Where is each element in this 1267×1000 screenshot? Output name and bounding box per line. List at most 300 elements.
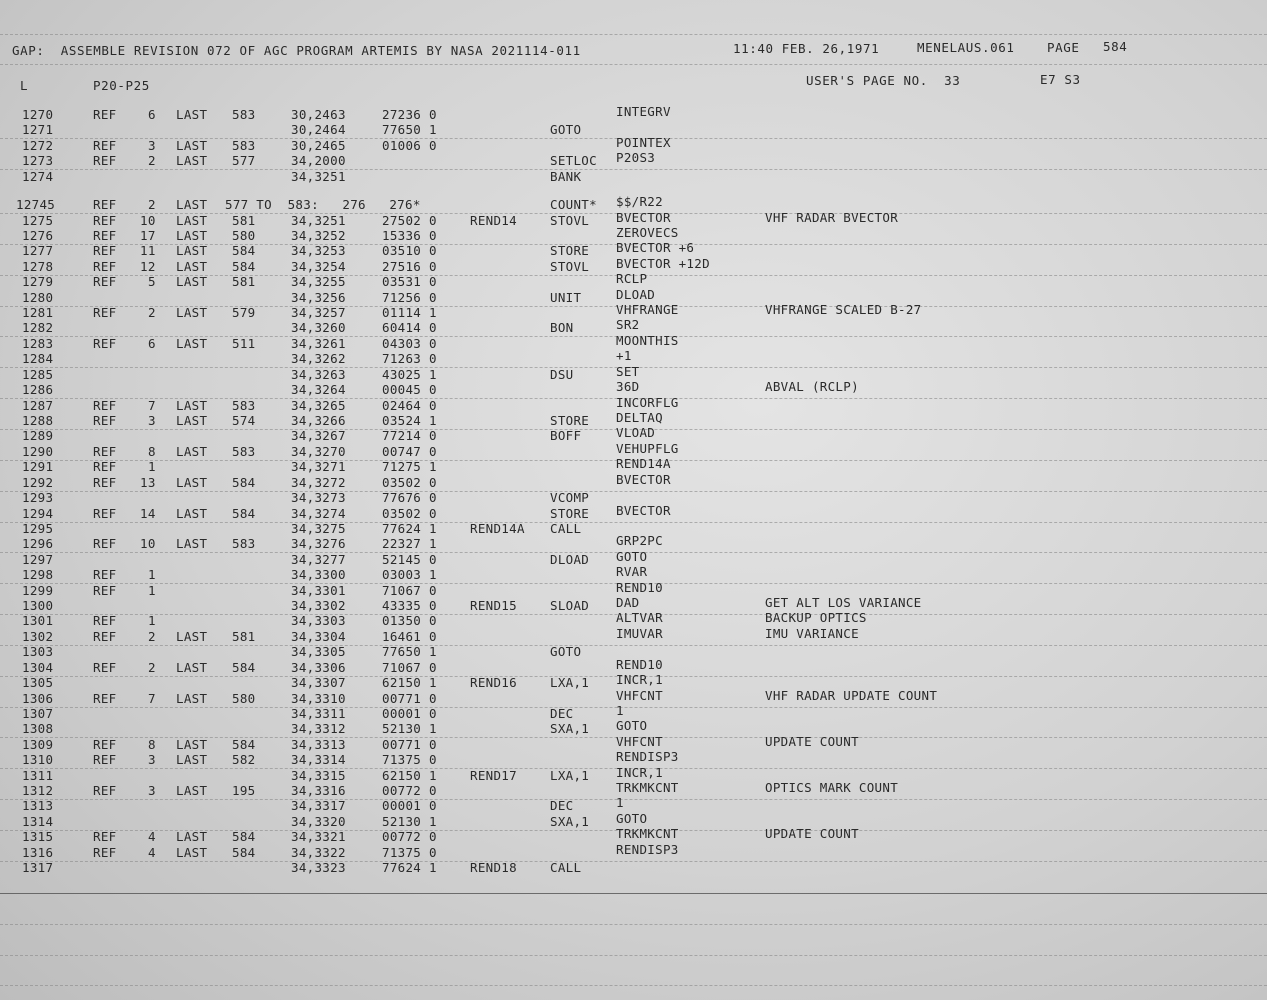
last-tag: LAST <box>176 412 208 428</box>
octal-code: 22327 1 <box>382 536 437 552</box>
operand: +1 <box>616 348 632 364</box>
ref-tag: REF <box>93 844 117 860</box>
opcode: BOFF <box>550 428 582 444</box>
last-page: 583 <box>232 397 256 413</box>
operand: VHFCNT <box>616 687 663 703</box>
line-number: 1313 <box>22 798 54 814</box>
octal-code: 71263 0 <box>382 351 437 367</box>
address: 34,3270 <box>291 443 346 459</box>
page-label: PAGE <box>1047 40 1080 55</box>
line-number: 1273 <box>22 153 54 169</box>
last-page: 195 <box>232 783 256 799</box>
address: 34,3271 <box>291 459 346 475</box>
address: 34,3251 <box>291 212 346 228</box>
address: 34,3251 <box>291 168 346 184</box>
octal-code: 01114 1 <box>382 305 437 321</box>
ref-count: 2 <box>148 197 156 213</box>
line-number: 1282 <box>22 320 54 336</box>
octal-code: 52130 1 <box>382 721 437 737</box>
ref-count: 1 <box>148 567 156 583</box>
last-page: 582 <box>232 752 256 768</box>
row-rule <box>0 522 1267 523</box>
page-number: 584 <box>1103 39 1128 54</box>
octal-code: 77650 1 <box>382 644 437 660</box>
address: 34,3267 <box>291 428 346 444</box>
octal-code: 15336 0 <box>382 227 437 243</box>
address: 34,3321 <box>291 829 346 845</box>
opcode: SXA,1 <box>550 721 590 737</box>
user-id: MENELAUS.061 <box>917 40 1015 55</box>
last-tag: LAST <box>176 274 208 290</box>
address: 34,3300 <box>291 567 346 583</box>
sheet-code: E7 S3 <box>1040 72 1081 87</box>
last-tag: LAST <box>176 505 208 521</box>
address: 34,3317 <box>291 798 346 814</box>
ref-count: 8 <box>148 736 156 752</box>
ref-tag: REF <box>93 227 117 243</box>
ref-count: 2 <box>148 153 156 169</box>
address: 34,3304 <box>291 628 346 644</box>
comment: VHF RADAR UPDATE COUNT <box>765 687 938 703</box>
ref-count: 3 <box>148 783 156 799</box>
ref-tag: REF <box>93 628 117 644</box>
ref-count: 10 <box>140 212 156 228</box>
octal-code: 00771 0 <box>382 736 437 752</box>
operand: TRKMKCNT <box>616 826 679 842</box>
octal-code: 03524 1 <box>382 412 437 428</box>
symbol-label: REND17 <box>470 767 517 783</box>
header-rule <box>0 64 1267 65</box>
operand: VHFRANGE <box>616 302 679 318</box>
last-page: 584 <box>232 659 256 675</box>
octal-code: 00001 0 <box>382 798 437 814</box>
line-number: 1315 <box>22 829 54 845</box>
ref-count: 4 <box>148 829 156 845</box>
octal-code: 00772 0 <box>382 829 437 845</box>
octal-code: 00771 0 <box>382 690 437 706</box>
last-page: 577 <box>232 153 256 169</box>
ref-tag: REF <box>93 690 117 706</box>
line-number: 1296 <box>22 536 54 552</box>
line-number: 1316 <box>22 844 54 860</box>
row-rule <box>0 169 1267 170</box>
ref-count: 6 <box>148 335 156 351</box>
operand: GRP2PC <box>616 533 663 549</box>
address: 34,3310 <box>291 690 346 706</box>
operand: VLOAD <box>616 425 656 441</box>
address: 34,3312 <box>291 721 346 737</box>
address: 34,3274 <box>291 505 346 521</box>
ref-tag: REF <box>93 107 117 122</box>
line-number: 1308 <box>22 721 54 737</box>
opcode: STORE <box>550 412 590 428</box>
operand: BVECTOR +6 <box>616 240 695 256</box>
address: 34,3262 <box>291 351 346 367</box>
octal-code: 00045 0 <box>382 382 437 398</box>
address: 30,2463 <box>291 107 346 122</box>
symbol-label: REND14 <box>470 212 517 228</box>
operand: P20S3 <box>616 150 656 166</box>
bottom-rule <box>0 893 1267 894</box>
last-tag: LAST <box>176 243 208 259</box>
address: 30,2464 <box>291 122 346 138</box>
operand: INTEGRV <box>616 104 671 119</box>
operand: DAD <box>616 595 640 611</box>
line-number: 1284 <box>22 351 54 367</box>
last-tag: LAST <box>176 628 208 644</box>
opcode: LXA,1 <box>550 767 590 783</box>
octal-code: 02464 0 <box>382 397 437 413</box>
ref-tag: REF <box>93 582 117 598</box>
operand: REND10 <box>616 579 663 595</box>
operand: ALTVAR <box>616 610 663 626</box>
operand: MOONTHIS <box>616 332 679 348</box>
footer-rule-2 <box>0 955 1267 956</box>
octal-code: 00001 0 <box>382 705 437 721</box>
comment: VHFRANGE SCALED B-27 <box>765 302 922 318</box>
octal-code: 27516 0 <box>382 258 437 274</box>
timestamp: 11:40 FEB. 26,1971 <box>733 41 880 56</box>
ref-count: 7 <box>148 397 156 413</box>
opcode: CALL <box>550 520 582 536</box>
address: 34,3306 <box>291 659 346 675</box>
operand: 1 <box>616 795 624 811</box>
line-number: 1285 <box>22 366 54 382</box>
opcode: STOVL <box>550 212 590 228</box>
symbol-label: REND16 <box>470 675 517 691</box>
address: 34,3320 <box>291 813 346 829</box>
last-tag: LAST <box>176 736 208 752</box>
comment: GET ALT LOS VARIANCE <box>765 595 922 611</box>
operand: INCORFLG <box>616 394 679 410</box>
ref-count: 7 <box>148 690 156 706</box>
last-tag: LAST <box>176 153 208 169</box>
line-number: 1305 <box>22 675 54 691</box>
listing-title: GAP: ASSEMBLE REVISION 072 OF AGC PROGRAM ARTEMIS BY NASA 2021114-011 <box>12 43 581 58</box>
ref-count: 12 <box>140 258 156 274</box>
operand: BVECTOR <box>616 209 671 225</box>
address: 34,3264 <box>291 382 346 398</box>
ref-tag: REF <box>93 567 117 583</box>
octal-code: 71067 0 <box>382 659 437 675</box>
top-rule <box>0 34 1267 35</box>
opcode: DEC <box>550 705 574 721</box>
ref-count: 4 <box>148 844 156 860</box>
operand: DLOAD <box>616 286 656 302</box>
last-page: 584 <box>232 844 256 860</box>
line-number: 12745 <box>16 197 56 213</box>
operand: ZEROVECS <box>616 224 679 240</box>
ref-count: 10 <box>140 536 156 552</box>
address: 34,3272 <box>291 474 346 490</box>
last-page: 583 <box>232 107 256 122</box>
line-number: 1311 <box>22 767 54 783</box>
ref-tag: REF <box>93 443 117 459</box>
opcode: DLOAD <box>550 551 590 567</box>
octal-code: 03531 0 <box>382 274 437 290</box>
operand: INCR,1 <box>616 764 663 780</box>
address: 34,2000 <box>291 153 346 169</box>
last-tag: LAST <box>176 443 208 459</box>
octal-code: 77650 1 <box>382 122 437 138</box>
address: 34,3303 <box>291 613 346 629</box>
last-tag: LAST <box>176 258 208 274</box>
line-number: 1299 <box>22 582 54 598</box>
address: 34,3275 <box>291 520 346 536</box>
row-rule <box>0 707 1267 708</box>
ref-tag: REF <box>93 613 117 629</box>
octal-code: 01006 0 <box>382 137 437 153</box>
address: 34,3311 <box>291 705 346 721</box>
line-number: 1306 <box>22 690 54 706</box>
ref-count: 5 <box>148 274 156 290</box>
line-number: 1274 <box>22 168 54 184</box>
line-number: 1270 <box>22 107 54 122</box>
ref-tag: REF <box>93 736 117 752</box>
line-number: 1294 <box>22 505 54 521</box>
opcode: GOTO <box>550 122 582 138</box>
last-page: 584 <box>232 736 256 752</box>
line-number: 1300 <box>22 598 54 614</box>
operand: GOTO <box>616 810 648 826</box>
line-number: 1291 <box>22 459 54 475</box>
line-number: 1297 <box>22 551 54 567</box>
ref-tag: REF <box>93 505 117 521</box>
opcode: DSU <box>550 366 574 382</box>
opcode: STOVL <box>550 258 590 274</box>
octal-code: 71067 0 <box>382 582 437 598</box>
opcode: STORE <box>550 505 590 521</box>
octal-code: 04303 0 <box>382 335 437 351</box>
line-number: 1298 <box>22 567 54 583</box>
comment: ABVAL (RCLP) <box>765 379 859 395</box>
line-number: 1312 <box>22 783 54 799</box>
operand: GOTO <box>616 548 648 564</box>
ref-tag: REF <box>93 243 117 259</box>
operand: SET <box>616 363 640 379</box>
section-name: P20-P25 <box>93 78 150 93</box>
address: 34,3266 <box>291 412 346 428</box>
opcode: GOTO <box>550 644 582 660</box>
ref-count: 1 <box>148 613 156 629</box>
line-number: 1302 <box>22 628 54 644</box>
octal-code: 01350 0 <box>382 613 437 629</box>
ref-tag: REF <box>93 137 117 153</box>
operand: REND10 <box>616 656 663 672</box>
address: 34,3260 <box>291 320 346 336</box>
octal-code: 60414 0 <box>382 320 437 336</box>
address: 34,3322 <box>291 844 346 860</box>
octal-code: 52130 1 <box>382 813 437 829</box>
ref-tag: REF <box>93 274 117 290</box>
operand: GOTO <box>616 718 648 734</box>
operand: 36D <box>616 379 640 395</box>
ref-tag: REF <box>93 459 117 475</box>
operand: BVECTOR +12D <box>616 255 710 271</box>
last-tag: LAST <box>176 197 208 213</box>
line-number: 1277 <box>22 243 54 259</box>
octal-code: 71375 0 <box>382 844 437 860</box>
octal-code: 03510 0 <box>382 243 437 259</box>
last-page: 581 <box>232 628 256 644</box>
last-page: 584 <box>232 829 256 845</box>
row-rule <box>0 861 1267 862</box>
last-tag: LAST <box>176 829 208 845</box>
line-number: 1290 <box>22 443 54 459</box>
last-page: 584 <box>232 505 256 521</box>
last-page: 574 <box>232 412 256 428</box>
line-number: 1276 <box>22 227 54 243</box>
last-tag: LAST <box>176 212 208 228</box>
last-page: 583 <box>232 443 256 459</box>
operand: RCLP <box>616 271 648 287</box>
operand: $$/R22 <box>616 194 663 210</box>
opcode: CALL <box>550 860 582 876</box>
last-page: 584 <box>232 258 256 274</box>
address: 34,3276 <box>291 536 346 552</box>
comment: VHF RADAR BVECTOR <box>765 209 899 225</box>
octal-code: 27236 0 <box>382 107 437 122</box>
opcode: SETLOC <box>550 153 597 169</box>
comment: IMU VARIANCE <box>765 625 859 641</box>
line-number: 1278 <box>22 258 54 274</box>
line-number: 1279 <box>22 274 54 290</box>
last-page: 584 <box>232 243 256 259</box>
line-number: 1288 <box>22 412 54 428</box>
opcode: LXA,1 <box>550 675 590 691</box>
line-number: 1301 <box>22 613 54 629</box>
address: 34,3254 <box>291 258 346 274</box>
last-tag: LAST <box>176 107 208 122</box>
operand: INCR,1 <box>616 672 663 688</box>
ref-tag: REF <box>93 397 117 413</box>
line-number: 1293 <box>22 490 54 506</box>
octal-code: 77214 0 <box>382 428 437 444</box>
operand: POINTEX <box>616 134 671 150</box>
ref-tag: REF <box>93 258 117 274</box>
operand: BVECTOR <box>616 502 671 518</box>
last-tag: LAST <box>176 227 208 243</box>
operand: RENDISP3 <box>616 841 679 857</box>
operand: REND14A <box>616 456 671 472</box>
line-number: 1289 <box>22 428 54 444</box>
ref-count: 17 <box>140 227 156 243</box>
ref-tag: REF <box>93 829 117 845</box>
operand: TRKMKCNT <box>616 780 679 796</box>
address: 34,3315 <box>291 767 346 783</box>
last-tag: LAST <box>176 474 208 490</box>
address: 34,3314 <box>291 752 346 768</box>
octal-code: 62150 1 <box>382 767 437 783</box>
address: 34,3265 <box>291 397 346 413</box>
address: 34,3305 <box>291 644 346 660</box>
octal-code: 71256 0 <box>382 289 437 305</box>
line-number: 1307 <box>22 705 54 721</box>
address: 34,3255 <box>291 274 346 290</box>
comment: OPTICS MARK COUNT <box>765 780 899 796</box>
last-tag: LAST <box>176 659 208 675</box>
line-number: 1287 <box>22 397 54 413</box>
last-page: 581 <box>232 274 256 290</box>
address: 34,3256 <box>291 289 346 305</box>
row-rule <box>0 491 1267 492</box>
ref-tag: REF <box>93 412 117 428</box>
comment: UPDATE COUNT <box>765 733 859 749</box>
octal-code: 43335 0 <box>382 598 437 614</box>
operand: IMUVAR <box>616 625 663 641</box>
ref-count: 14 <box>140 505 156 521</box>
operand: VEHUPFLG <box>616 440 679 456</box>
ref-tag: REF <box>93 659 117 675</box>
last-tag: LAST <box>176 137 208 153</box>
symbol-label: REND15 <box>470 598 517 614</box>
symbol-label: REND18 <box>470 860 517 876</box>
comment: BACKUP OPTICS <box>765 610 867 626</box>
opcode: SXA,1 <box>550 813 590 829</box>
ref-tag: REF <box>93 212 117 228</box>
octal-code: 03502 0 <box>382 474 437 490</box>
octal-code: 52145 0 <box>382 551 437 567</box>
ref-count: 6 <box>148 107 156 122</box>
ref-tag: REF <box>93 153 117 169</box>
operand: 1 <box>616 702 624 718</box>
last-page: 511 <box>232 335 256 351</box>
opcode: SLOAD <box>550 598 590 614</box>
last-page: 583 <box>232 536 256 552</box>
address: 34,3301 <box>291 582 346 598</box>
ref-count: 3 <box>148 752 156 768</box>
line-number: 1280 <box>22 289 54 305</box>
operand: VHFCNT <box>616 733 663 749</box>
last-tag: LAST <box>176 397 208 413</box>
last-page: 577 TO 583: 276 276* <box>225 197 421 213</box>
last-page: 580 <box>232 690 256 706</box>
line-number: 1304 <box>22 659 54 675</box>
row-rule <box>0 645 1267 646</box>
last-tag: LAST <box>176 690 208 706</box>
ref-count: 2 <box>148 659 156 675</box>
last-tag: LAST <box>176 335 208 351</box>
symbol-label: REND14A <box>470 520 525 536</box>
address: 34,3273 <box>291 490 346 506</box>
ref-tag: REF <box>93 536 117 552</box>
operand: SR2 <box>616 317 640 333</box>
address: 34,3261 <box>291 335 346 351</box>
last-tag: LAST <box>176 844 208 860</box>
last-page: 580 <box>232 227 256 243</box>
opcode: DEC <box>550 798 574 814</box>
opcode: STORE <box>550 243 590 259</box>
address: 30,2465 <box>291 137 346 153</box>
ref-tag: REF <box>93 305 117 321</box>
address: 34,3316 <box>291 783 346 799</box>
octal-code: 03003 1 <box>382 567 437 583</box>
ref-count: 2 <box>148 628 156 644</box>
opcode: VCOMP <box>550 490 590 506</box>
last-page: 584 <box>232 474 256 490</box>
line-number: 1303 <box>22 644 54 660</box>
line-number: 1286 <box>22 382 54 398</box>
line-number: 1310 <box>22 752 54 768</box>
address: 34,3263 <box>291 366 346 382</box>
last-tag: LAST <box>176 536 208 552</box>
last-tag: LAST <box>176 305 208 321</box>
address: 34,3313 <box>291 736 346 752</box>
octal-code: 77676 0 <box>382 490 437 506</box>
operand: DELTAQ <box>616 409 663 425</box>
ref-count: 13 <box>140 474 156 490</box>
octal-code: 62150 1 <box>382 675 437 691</box>
